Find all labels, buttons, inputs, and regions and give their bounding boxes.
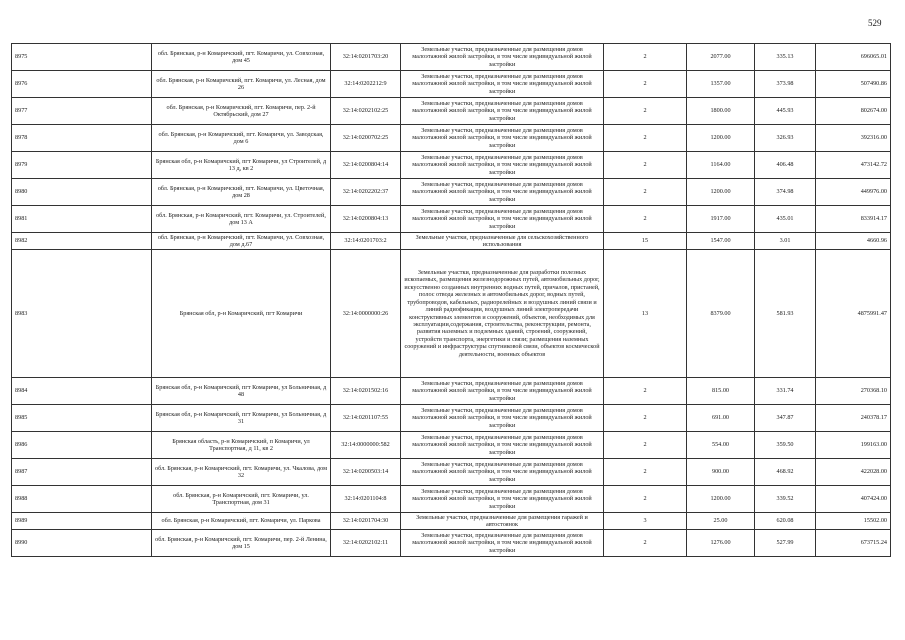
unit-value-cell: 347.87	[755, 405, 816, 432]
cadastral-value-cell: 507490.86	[816, 71, 891, 98]
category-cell: 13	[604, 250, 687, 378]
category-cell: 3	[604, 513, 687, 530]
area-cell: 1547.00	[687, 233, 755, 250]
unit-value-cell: 468.92	[755, 459, 816, 486]
address-cell: обл. Брянская, р-н Комаричский, пгт. Комаричи, ул. Транспортная, дом 31	[152, 486, 331, 513]
land-use-cell: Земельные участки, предназначенные для размещения домов малоэтажной жилой застройки, в том числе индивидуальной жилой застройки	[401, 98, 604, 125]
area-cell: 1357.00	[687, 71, 755, 98]
cadastral-number-cell: 32:14:0201107:55	[331, 405, 401, 432]
cadastral-value-table	[11, 43, 891, 557]
category-cell: 2	[604, 179, 687, 206]
category-cell: 2	[604, 206, 687, 233]
address-cell: обл. Брянская, р-н Комаричский, пгт. Комаричи, ул. Совхозная, дом д.67	[152, 233, 331, 250]
address-cell: Брянская обл, р-н Комаричский, пгт Комаричи, ул Строителей, д 13 д, кв 2	[152, 152, 331, 179]
unit-value-cell: 620.08	[755, 513, 816, 530]
unit-value-cell: 326.93	[755, 125, 816, 152]
area-cell: 8379.00	[687, 250, 755, 378]
address-cell: Брянская обл, р-н Комаричский, пгт Комаричи	[152, 250, 331, 378]
land-use-cell: Земельные участки, предназначенные для размещения домов малоэтажной жилой застройки, в том числе индивидуальной жилой застройки	[401, 71, 604, 98]
table-row	[12, 233, 891, 250]
unit-value-cell: 339.52	[755, 486, 816, 513]
table-row	[12, 513, 891, 530]
land-use-cell: Земельные участки, предназначенные для размещения домов малоэтажной жилой застройки, в том числе индивидуальной жилой застройки	[401, 405, 604, 432]
cadastral-value-cell: 392316.00	[816, 125, 891, 152]
cadastral-value-cell: 407424.00	[816, 486, 891, 513]
row-number: 8983	[12, 250, 152, 378]
area-cell: 900.00	[687, 459, 755, 486]
unit-value-cell: 581.93	[755, 250, 816, 378]
table-row	[12, 378, 891, 405]
area-cell: 1200.00	[687, 125, 755, 152]
row-number: 8976	[12, 71, 152, 98]
category-cell: 2	[604, 405, 687, 432]
address-cell: обл. Брянская, р-н Комаричский, пгт. Комаричи, ул. Совхозная, дом 45	[152, 44, 331, 71]
category-cell: 2	[604, 98, 687, 125]
category-cell: 2	[604, 125, 687, 152]
cadastral-number-cell: 32:14:0200702:25	[331, 125, 401, 152]
row-number: 8978	[12, 125, 152, 152]
cadastral-number-cell: 32:14:0000000:26	[331, 250, 401, 378]
row-number: 8986	[12, 432, 152, 459]
cadastral-value-cell: 673715.24	[816, 530, 891, 557]
page-number: 529	[868, 18, 882, 28]
area-cell: 1917.00	[687, 206, 755, 233]
cadastral-number-cell: 32:14:0200804:14	[331, 152, 401, 179]
row-number: 8975	[12, 44, 152, 71]
land-use-cell: Земельные участки, предназначенные для размещения домов малоэтажной жилой застройки, в том числе индивидуальной жилой застройки	[401, 152, 604, 179]
row-number: 8987	[12, 459, 152, 486]
address-cell: обл. Брянская, р-н Комаричский, пгт. Комаричи, ул. Лесная, дом 26	[152, 71, 331, 98]
address-cell: обл. Брянская, р-н Комаричский, пгт. Комаричи, ул. Строителей, дом 13 А	[152, 206, 331, 233]
land-use-cell: Земельные участки, предназначенные для размещения домов малоэтажной жилой застройки, в том числе индивидуальной жилой застройки	[401, 432, 604, 459]
unit-value-cell: 406.48	[755, 152, 816, 179]
area-cell: 1200.00	[687, 179, 755, 206]
table-row	[12, 98, 891, 125]
address-cell: Брянская обл, р-н Комаричский, пгт Комаричи, ул Больничная, д 48	[152, 378, 331, 405]
unit-value-cell: 335.13	[755, 44, 816, 71]
land-use-cell: Земельные участки, предназначенные для размещения домов малоэтажной жилой застройки, в том числе индивидуальной жилой застройки	[401, 179, 604, 206]
category-cell: 2	[604, 378, 687, 405]
cadastral-number-cell: 32:14:0201703:20	[331, 44, 401, 71]
cadastral-value-cell: 199163.00	[816, 432, 891, 459]
cadastral-number-cell: 32:14:0000000:582	[331, 432, 401, 459]
cadastral-number-cell: 32:14:0202202:37	[331, 179, 401, 206]
cadastral-value-cell: 833914.17	[816, 206, 891, 233]
row-number: 8985	[12, 405, 152, 432]
category-cell: 2	[604, 44, 687, 71]
table-row	[12, 125, 891, 152]
cadastral-number-cell: 32:14:0202212:9	[331, 71, 401, 98]
land-use-cell: Земельные участки, предназначенные для размещения домов малоэтажной жилой застройки, в том числе индивидуальной жилой застройки	[401, 459, 604, 486]
address-cell: Брянская область, р-н Комаричский, п Комаричи, ул Транспортная, д 11, кв 2	[152, 432, 331, 459]
row-number: 8990	[12, 530, 152, 557]
cadastral-number-cell: 32:14:0202102:25	[331, 98, 401, 125]
cadastral-number-cell: 32:14:0202102:11	[331, 530, 401, 557]
table-row	[12, 459, 891, 486]
address-cell: обл. Брянская, р-н Комаричский, пгт. Комаричи, пер. 2-й Ленина, дом 15	[152, 530, 331, 557]
table-row	[12, 405, 891, 432]
unit-value-cell: 435.01	[755, 206, 816, 233]
cadastral-value-cell: 449976.00	[816, 179, 891, 206]
area-cell: 1276.00	[687, 530, 755, 557]
land-use-cell: Земельные участки, предназначенные для размещения домов малоэтажной жилой застройки, в том числе индивидуальной жилой застройки	[401, 44, 604, 71]
address-cell: обл. Брянская, р-н Комаричский, пгт. Комаричи, ул. Цветочная, дом 28	[152, 179, 331, 206]
cadastral-value-cell: 4875991.47	[816, 250, 891, 378]
unit-value-cell: 527.99	[755, 530, 816, 557]
area-cell: 554.00	[687, 432, 755, 459]
unit-value-cell: 359.50	[755, 432, 816, 459]
cadastral-number-cell: 32:14:0200503:14	[331, 459, 401, 486]
land-use-cell: Земельные участки, предназначенные для размещения домов малоэтажной жилой застройки, в том числе индивидуальной жилой застройки	[401, 378, 604, 405]
cadastral-value-cell: 270368.10	[816, 378, 891, 405]
land-use-cell: Земельные участки, предназначенные для размещения домов малоэтажной жилой застройки, в том числе индивидуальной жилой застройки	[401, 125, 604, 152]
cadastral-number-cell: 32:14:0201104:8	[331, 486, 401, 513]
land-use-cell: Земельные участки, предназначенные для разработки полезных ископаемых, размещения железнодорожных путей, автомобильных дорог, искусственно созданных внутренних водных путей, причалов, пристаней, полос отвода железных и автомобильных дорог, водных путей, трубопроводов, кабельных, радиорелейных и воздушных линий связи и линий радиофикации, воздушных линий электропередачи конструктивных элементов и сооружений, объектов, необходимых для эксплуатации,содержания, строительства, реконструкции, ремонта, развития наземных и подземных зданий, строений, сооружений, устройств транспорта, энергетики и связи; размещения наземных сооружений и инфраструктуры спутниковой связи, объектов космической деятельности, военных объектов	[401, 250, 604, 378]
cadastral-value-cell: 422028.00	[816, 459, 891, 486]
land-use-cell: Земельные участки, предназначенные для размещения гаражей и автостоянок	[401, 513, 604, 530]
cadastral-number-cell: 32:14:0200804:13	[331, 206, 401, 233]
area-cell: 1200.00	[687, 486, 755, 513]
address-cell: Брянская обл, р-н Комаричский, пгт Комаричи, ул Больничная, д 31	[152, 405, 331, 432]
table-row	[12, 152, 891, 179]
area-cell: 1164.00	[687, 152, 755, 179]
cadastral-value-cell: 15502.00	[816, 513, 891, 530]
land-use-cell: Земельные участки, предназначенные для сельскохозяйственного использования	[401, 233, 604, 250]
land-use-cell: Земельные участки, предназначенные для размещения домов малоэтажной жилой застройки, в том числе индивидуальной жилой застройки	[401, 530, 604, 557]
area-cell: 815.00	[687, 378, 755, 405]
unit-value-cell: 3.01	[755, 233, 816, 250]
row-number: 8980	[12, 179, 152, 206]
address-cell: обл. Брянская, р-н Комаричский, пгт. Комаричи, ул. Чкалова, дом 32	[152, 459, 331, 486]
category-cell: 2	[604, 486, 687, 513]
unit-value-cell: 373.98	[755, 71, 816, 98]
table-row	[12, 250, 891, 378]
table-row	[12, 71, 891, 98]
address-cell: обл. Брянская, р-н Комаричский, пгт. Комаричи, ул. Заводская, дом 6	[152, 125, 331, 152]
row-number: 8989	[12, 513, 152, 530]
row-number: 8982	[12, 233, 152, 250]
category-cell: 2	[604, 152, 687, 179]
unit-value-cell: 374.98	[755, 179, 816, 206]
row-number: 8988	[12, 486, 152, 513]
row-number: 8981	[12, 206, 152, 233]
cadastral-number-cell: 32:14:0201704:30	[331, 513, 401, 530]
cadastral-value-cell: 240378.17	[816, 405, 891, 432]
cadastral-value-cell: 696065.01	[816, 44, 891, 71]
area-cell: 2077.00	[687, 44, 755, 71]
category-cell: 2	[604, 432, 687, 459]
unit-value-cell: 331.74	[755, 378, 816, 405]
row-number: 8977	[12, 98, 152, 125]
area-cell: 691.00	[687, 405, 755, 432]
category-cell: 2	[604, 459, 687, 486]
table-row	[12, 530, 891, 557]
cadastral-value-cell: 473142.72	[816, 152, 891, 179]
table-row	[12, 206, 891, 233]
table-row	[12, 44, 891, 71]
cadastral-value-cell: 4660.96	[816, 233, 891, 250]
table-row	[12, 432, 891, 459]
category-cell: 2	[604, 530, 687, 557]
cadastral-number-cell: 32:14:0201502:16	[331, 378, 401, 405]
category-cell: 2	[604, 71, 687, 98]
row-number: 8984	[12, 378, 152, 405]
row-number: 8979	[12, 152, 152, 179]
area-cell: 1800.00	[687, 98, 755, 125]
address-cell: обл. Брянская, р-н Комаричский, пгт. Комаричи, ул. Паркова	[152, 513, 331, 530]
cadastral-number-cell: 32:14:0201703:2	[331, 233, 401, 250]
table-row	[12, 486, 891, 513]
category-cell: 15	[604, 233, 687, 250]
table-row	[12, 179, 891, 206]
unit-value-cell: 445.93	[755, 98, 816, 125]
address-cell: обл. Брянская, р-н Комаричский, пгт. Комаричи, пер. 2-й Октябрьский, дом 27	[152, 98, 331, 125]
land-use-cell: Земельные участки, предназначенные для размещения домов малоэтажной жилой застройки, в том числе индивидуальной жилой застройки	[401, 486, 604, 513]
area-cell: 25.00	[687, 513, 755, 530]
land-use-cell: Земельные участки, предназначенные для размещения домов малоэтажной жилой застройки, в том числе индивидуальной жилой застройки	[401, 206, 604, 233]
cadastral-value-cell: 802674.00	[816, 98, 891, 125]
